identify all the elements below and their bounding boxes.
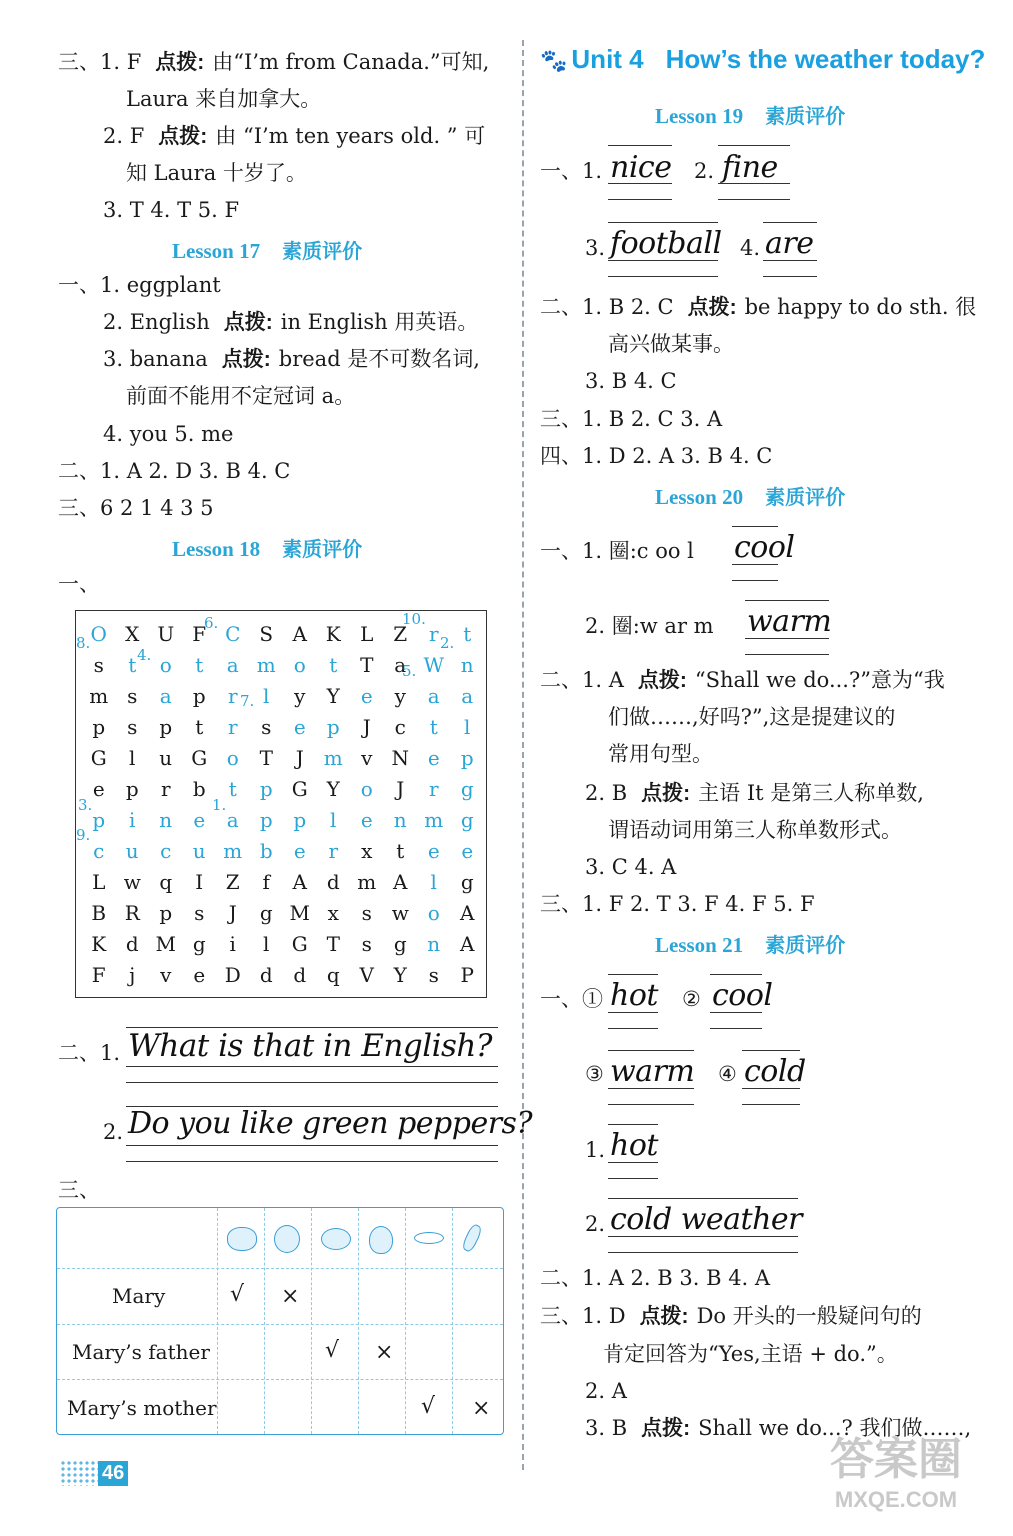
grid-letter: s: [93, 653, 104, 677]
grid-letter: p: [293, 808, 307, 832]
page-number: 46: [60, 1458, 128, 1488]
grid-number: 4.: [137, 646, 152, 664]
grid-letter: c: [394, 715, 406, 739]
grid-letter: G: [291, 932, 308, 956]
lesson-heading: Lesson 17 素质评价: [172, 239, 363, 263]
answer-line: 三、1. D 点拨: Do 开头的一般疑问句的: [540, 1304, 922, 1328]
grid-letter: S: [259, 622, 274, 646]
word-search-letters: [82, 619, 484, 991]
section-label: 三、: [58, 1178, 100, 1202]
grid-number: 3.: [78, 796, 93, 814]
grid-letter: e: [461, 839, 474, 863]
grid-letter: A: [460, 901, 475, 925]
grid-letter: g: [259, 901, 273, 925]
answer-line: 2. B 点拨: 主语 It 是第三人称单数,: [585, 781, 924, 805]
grid-letter: l: [129, 746, 136, 770]
grid-letter: i: [229, 932, 236, 956]
grid-letter: o: [226, 746, 239, 770]
grid-letter: s: [428, 963, 439, 987]
grid-letter: T: [259, 746, 273, 770]
grid-letter: M: [289, 901, 310, 925]
grid-letter: x: [327, 901, 339, 925]
check-mark: √: [421, 1394, 436, 1419]
answer-line: 4. you 5. me: [103, 422, 234, 446]
writing-rule: [126, 1066, 498, 1067]
section-label: ④: [718, 1062, 737, 1086]
grid-number: 5.: [402, 662, 417, 680]
carrot-icon: [461, 1223, 484, 1253]
grid-row: [82, 743, 484, 774]
grid-letter: v: [160, 963, 172, 987]
answer-line: 谓语动词用第三人称单数形式。: [608, 818, 902, 842]
grid-letter: d: [125, 932, 139, 956]
row-label: Mary’s mother: [67, 1396, 217, 1420]
grid-letter: s: [194, 901, 205, 925]
grid-letter: e: [193, 808, 206, 832]
grid-letter: B: [91, 901, 107, 925]
grid-letter: p: [460, 746, 474, 770]
answer-line: Laura 来自加拿大。: [126, 87, 322, 111]
writing-rule: [126, 1082, 498, 1083]
lesson-heading: Lesson 18 素质评价: [172, 537, 363, 561]
grid-letter: s: [261, 715, 272, 739]
writing-rule: [745, 600, 829, 601]
grid-letter: J: [295, 746, 304, 770]
section-label: 2.: [103, 1120, 124, 1144]
grid-letter: M: [155, 932, 176, 956]
grid-letter: m: [357, 870, 377, 894]
grid-letter: r: [227, 715, 238, 739]
handwritten-answer: fine: [722, 150, 778, 185]
grid-letter: N: [391, 746, 409, 770]
grid-letter: L: [360, 622, 374, 646]
answer-line: 3. C 4. A: [585, 855, 677, 879]
grid-letter: C: [225, 622, 241, 646]
grid-letter: e: [293, 715, 306, 739]
page-dots-decoration: [60, 1460, 98, 1486]
grid-letter: T: [326, 932, 340, 956]
section-label: 2.: [694, 159, 715, 183]
table-divider: [452, 1208, 453, 1434]
grid-letter: F: [192, 622, 207, 646]
grid-letter: p: [92, 715, 106, 739]
grid-row: [82, 805, 484, 836]
handwritten-answer: Do you like green peppers?: [128, 1106, 533, 1141]
section-label: 一、①: [540, 987, 603, 1011]
grid-letter: p: [192, 684, 206, 708]
grid-letter: t: [329, 653, 338, 677]
answer-line: 3. B 4. C: [585, 369, 677, 393]
grid-letter: m: [256, 653, 276, 677]
writing-rule: [608, 1178, 658, 1179]
grid-letter: R: [124, 901, 140, 925]
check-mark: √: [325, 1338, 340, 1363]
grid-letter: w: [123, 870, 141, 894]
grid-letter: s: [127, 715, 138, 739]
grid-letter: a: [461, 684, 474, 708]
grid-row: [82, 960, 484, 991]
answer-line: 三、1. F 点拨: 由“I’m from Canada.”可知,: [58, 50, 490, 74]
handwritten-answer: warm: [747, 604, 832, 639]
grid-row: [82, 898, 484, 929]
grid-letter: Y: [393, 963, 407, 987]
grid-letter: d: [259, 963, 273, 987]
answer-line: 2. English 点拨: in English 用英语。: [103, 310, 479, 334]
grid-letter: A: [460, 932, 475, 956]
grid-letter: i: [129, 808, 136, 832]
grid-letter: t: [396, 839, 405, 863]
grid-letter: A: [393, 870, 408, 894]
answer-line: 常用句型。: [608, 742, 713, 766]
answer-line: 们做……,好吗?”,这是提建议的: [608, 705, 896, 729]
writing-rule: [745, 654, 829, 655]
preference-table: [56, 1207, 504, 1435]
table-divider: [358, 1208, 359, 1434]
writing-rule: [608, 276, 718, 277]
writing-rule: [710, 974, 762, 975]
writing-rule: [608, 1050, 694, 1051]
word-search-grid: [75, 610, 487, 998]
grid-letter: o: [159, 653, 172, 677]
writing-rule: [710, 1028, 762, 1029]
grid-letter: e: [193, 963, 206, 987]
grid-letter: t: [429, 715, 438, 739]
grid-letter: a: [226, 653, 239, 677]
writing-rule: [608, 1198, 798, 1199]
grid-letter: b: [192, 777, 206, 801]
answer-line: 3. B 点拨: Shall we do...? 我们做……,: [585, 1416, 972, 1440]
grid-letter: n: [159, 808, 173, 832]
grid-letter: p: [92, 808, 106, 832]
handwritten-answer: are: [765, 226, 814, 261]
writing-rule: [608, 145, 672, 146]
lesson-heading: Lesson 20 素质评价: [655, 485, 846, 509]
grid-letter: s: [127, 684, 138, 708]
grid-letter: X: [125, 622, 140, 646]
cross-mark: ×: [472, 1396, 491, 1421]
grid-letter: a: [226, 808, 239, 832]
site-watermark: 答案圈 MXQE.COM: [830, 1435, 962, 1512]
handwritten-answer: cold: [744, 1054, 806, 1089]
handwritten-answer: What is that in English?: [128, 1028, 493, 1064]
grid-letter: m: [223, 839, 243, 863]
writing-rule: [608, 1252, 798, 1253]
grid-letter: A: [292, 870, 307, 894]
grid-letter: l: [263, 684, 270, 708]
grid-letter: Z: [225, 870, 240, 894]
section-label: 3.: [585, 236, 606, 260]
grid-row: [82, 712, 484, 743]
grid-letter: g: [460, 808, 474, 832]
column-divider: [522, 40, 524, 1470]
grid-letter: e: [92, 777, 105, 801]
grid-letter: e: [427, 839, 440, 863]
grid-letter: g: [460, 870, 474, 894]
tomato-icon: [227, 1227, 257, 1251]
answer-line: 知 Laura 十岁了。: [126, 161, 307, 185]
grid-letter: W: [423, 653, 445, 677]
answer-line: 肯定回答为“Yes,主语 + do.”。: [603, 1342, 898, 1366]
grid-letter: t: [195, 653, 204, 677]
table-divider: [57, 1324, 503, 1325]
table-divider: [217, 1208, 218, 1434]
check-mark: √: [230, 1282, 245, 1307]
grid-letter: Y: [326, 777, 340, 801]
writing-rule: [718, 145, 790, 146]
answer-line: 二、1. A 2. B 3. B 4. A: [540, 1266, 771, 1290]
grid-letter: p: [259, 808, 273, 832]
grid-letter: j: [129, 963, 136, 987]
grid-letter: Z: [393, 622, 408, 646]
grid-letter: G: [191, 746, 208, 770]
grid-letter: t: [228, 777, 237, 801]
grid-letter: p: [159, 901, 173, 925]
grid-letter: J: [362, 715, 371, 739]
grid-letter: r: [328, 839, 339, 863]
grid-letter: a: [159, 684, 172, 708]
grid-letter: p: [326, 715, 340, 739]
section-label: 2.: [585, 1212, 606, 1236]
unit-title: 🐾 Unit 4 How’s the weather today?: [540, 44, 986, 74]
grid-letter: s: [361, 932, 372, 956]
grid-letter: q: [159, 870, 173, 894]
grid-letter: t: [128, 653, 137, 677]
grid-number: 6.: [204, 614, 219, 632]
grid-letter: t: [195, 715, 204, 739]
grid-row: [82, 929, 484, 960]
grid-letter: p: [125, 777, 139, 801]
grid-letter: Y: [326, 684, 340, 708]
writing-rule: [718, 199, 790, 200]
section-label: 二、1.: [58, 1041, 121, 1065]
answer-line: 2. F 点拨: 由 “I’m ten years old. ” 可: [103, 124, 486, 148]
grid-letter: s: [361, 901, 372, 925]
grid-letter: c: [93, 839, 105, 863]
answer-line: 二、1. A 点拨: “Shall we do...?”意为“我: [540, 668, 945, 692]
grid-letter: r: [160, 777, 171, 801]
grid-letter: y: [394, 684, 406, 708]
grid-letter: u: [159, 746, 173, 770]
grid-letter: l: [263, 932, 270, 956]
row-label: Mary: [112, 1284, 166, 1308]
grid-letter: J: [396, 777, 405, 801]
section-label: ②: [682, 987, 701, 1011]
writing-rule: [742, 1104, 800, 1105]
grid-letter: K: [325, 622, 341, 646]
potato-icon: [274, 1225, 300, 1253]
section-label: ③: [585, 1062, 604, 1086]
section-label: 一、1.: [540, 159, 603, 183]
answer-line: 一、1. eggplant: [58, 273, 221, 297]
section-label: 1.: [585, 1138, 606, 1162]
answer-line: 2. 圈:w ar m: [585, 614, 714, 638]
grid-letter: K: [91, 932, 107, 956]
cucumber-icon: [414, 1232, 444, 1244]
section-label: 4.: [740, 236, 761, 260]
grid-letter: u: [192, 839, 206, 863]
grid-letter: O: [90, 622, 107, 646]
grid-letter: q: [326, 963, 340, 987]
bean-icon: [321, 1228, 351, 1250]
grid-number: 8.: [76, 634, 91, 652]
grid-letter: L: [92, 870, 106, 894]
lesson-heading: Lesson 19 素质评价: [655, 104, 846, 128]
grid-letter: n: [393, 808, 407, 832]
grid-letter: g: [460, 777, 474, 801]
grid-letter: e: [360, 808, 373, 832]
table-divider: [57, 1268, 503, 1269]
answer-line: 2. A: [585, 1379, 627, 1403]
writing-rule: [608, 1028, 658, 1029]
grid-letter: d: [326, 870, 340, 894]
grid-letter: U: [157, 622, 175, 646]
grid-letter: n: [460, 653, 474, 677]
grid-letter: r: [428, 622, 439, 646]
writing-rule: [126, 1145, 498, 1146]
grid-letter: D: [224, 963, 241, 987]
grid-row: [82, 867, 484, 898]
answer-line: 前面不能用不定冠词 a。: [126, 384, 356, 408]
grid-letter: u: [125, 839, 139, 863]
grid-letter: w: [391, 901, 409, 925]
writing-rule: [608, 1124, 658, 1125]
answer-line: 高兴做某事。: [608, 332, 734, 356]
writing-rule: [732, 526, 778, 527]
writing-rule: [608, 974, 658, 975]
answer-line: 三、6 2 1 4 3 5: [58, 496, 214, 520]
grid-letter: e: [360, 684, 373, 708]
handwritten-answer: hot: [610, 1128, 658, 1163]
handwritten-answer: warm: [610, 1054, 695, 1089]
grid-letter: p: [159, 715, 173, 739]
grid-letter: P: [460, 963, 474, 987]
grid-letter: e: [427, 746, 440, 770]
grid-letter: g: [393, 932, 407, 956]
grid-letter: d: [293, 963, 307, 987]
row-label: Mary’s father: [72, 1340, 210, 1364]
cross-mark: ×: [281, 1284, 300, 1309]
grid-letter: f: [262, 870, 270, 894]
writing-rule: [763, 276, 817, 277]
handwritten-answer: cold weather: [610, 1202, 802, 1237]
grid-letter: l: [464, 715, 471, 739]
grid-number: 1.: [212, 796, 227, 814]
grid-row: [82, 836, 484, 867]
grid-letter: t: [463, 622, 472, 646]
handwritten-answer: cool: [734, 530, 795, 565]
grid-letter: e: [293, 839, 306, 863]
grid-number: 2.: [440, 634, 455, 652]
grid-letter: o: [293, 653, 306, 677]
grid-letter: y: [294, 684, 306, 708]
answer-line: 3. T 4. T 5. F: [103, 198, 240, 222]
handwritten-answer: cool: [712, 978, 773, 1013]
grid-letter: v: [361, 746, 373, 770]
writing-rule: [608, 1104, 694, 1105]
writing-rule: [742, 1050, 800, 1051]
grid-letter: o: [360, 777, 373, 801]
grid-letter: c: [160, 839, 172, 863]
grid-letter: a: [394, 653, 407, 677]
grid-letter: A: [292, 622, 307, 646]
grid-letter: I: [195, 870, 204, 894]
grid-number: 7.: [240, 692, 255, 710]
answer-line: 3. banana 点拨: bread 是不可数名词,: [103, 347, 480, 371]
grid-letter: T: [360, 653, 374, 677]
lesson-heading: Lesson 21 素质评价: [655, 933, 846, 957]
writing-rule: [608, 222, 718, 223]
grid-letter: g: [192, 932, 206, 956]
handwritten-answer: hot: [610, 978, 658, 1013]
grid-letter: r: [227, 684, 238, 708]
paw-icon: 🐾: [540, 48, 568, 73]
answer-line: 三、1. B 2. C 3. A: [540, 407, 723, 431]
writing-rule: [732, 580, 778, 581]
grid-letter: m: [424, 808, 444, 832]
grid-row: [82, 774, 484, 805]
answer-line: 一、1. 圈:c oo l: [540, 539, 694, 563]
grid-row: [82, 681, 484, 712]
table-divider: [311, 1208, 312, 1434]
writing-rule: [126, 1161, 498, 1162]
table-divider: [264, 1208, 265, 1434]
handwritten-answer: football: [610, 226, 722, 261]
grid-letter: V: [359, 963, 374, 987]
grid-letter: x: [361, 839, 373, 863]
handwritten-answer: nice: [610, 150, 672, 185]
grid-letter: J: [228, 901, 237, 925]
grid-letter: m: [89, 684, 109, 708]
grid-letter: l: [330, 808, 337, 832]
grid-letter: G: [291, 777, 308, 801]
writing-rule: [763, 222, 817, 223]
answer-line: 二、1. B 2. C 点拨: be happy to do sth. 很: [540, 295, 977, 319]
grid-letter: m: [323, 746, 343, 770]
grid-letter: a: [427, 684, 440, 708]
section-label: 一、: [58, 572, 100, 596]
answer-line: 三、1. F 2. T 3. F 4. F 5. F: [540, 892, 815, 916]
grid-letter: G: [90, 746, 107, 770]
answer-line: 四、1. D 2. A 3. B 4. C: [540, 444, 773, 468]
grid-letter: n: [427, 932, 441, 956]
grid-letter: F: [91, 963, 106, 987]
grid-letter: p: [259, 777, 273, 801]
writing-rule: [608, 199, 672, 200]
grid-letter: o: [427, 901, 440, 925]
eggplant-icon: [369, 1226, 393, 1254]
grid-letter: l: [430, 870, 437, 894]
grid-letter: b: [259, 839, 273, 863]
table-divider: [57, 1379, 503, 1380]
cross-mark: ×: [375, 1340, 394, 1365]
table-divider: [405, 1208, 406, 1434]
answer-line: 二、1. A 2. D 3. B 4. C: [58, 459, 291, 483]
grid-number: 10.: [402, 610, 426, 628]
grid-letter: r: [428, 777, 439, 801]
grid-number: 9.: [76, 826, 91, 844]
